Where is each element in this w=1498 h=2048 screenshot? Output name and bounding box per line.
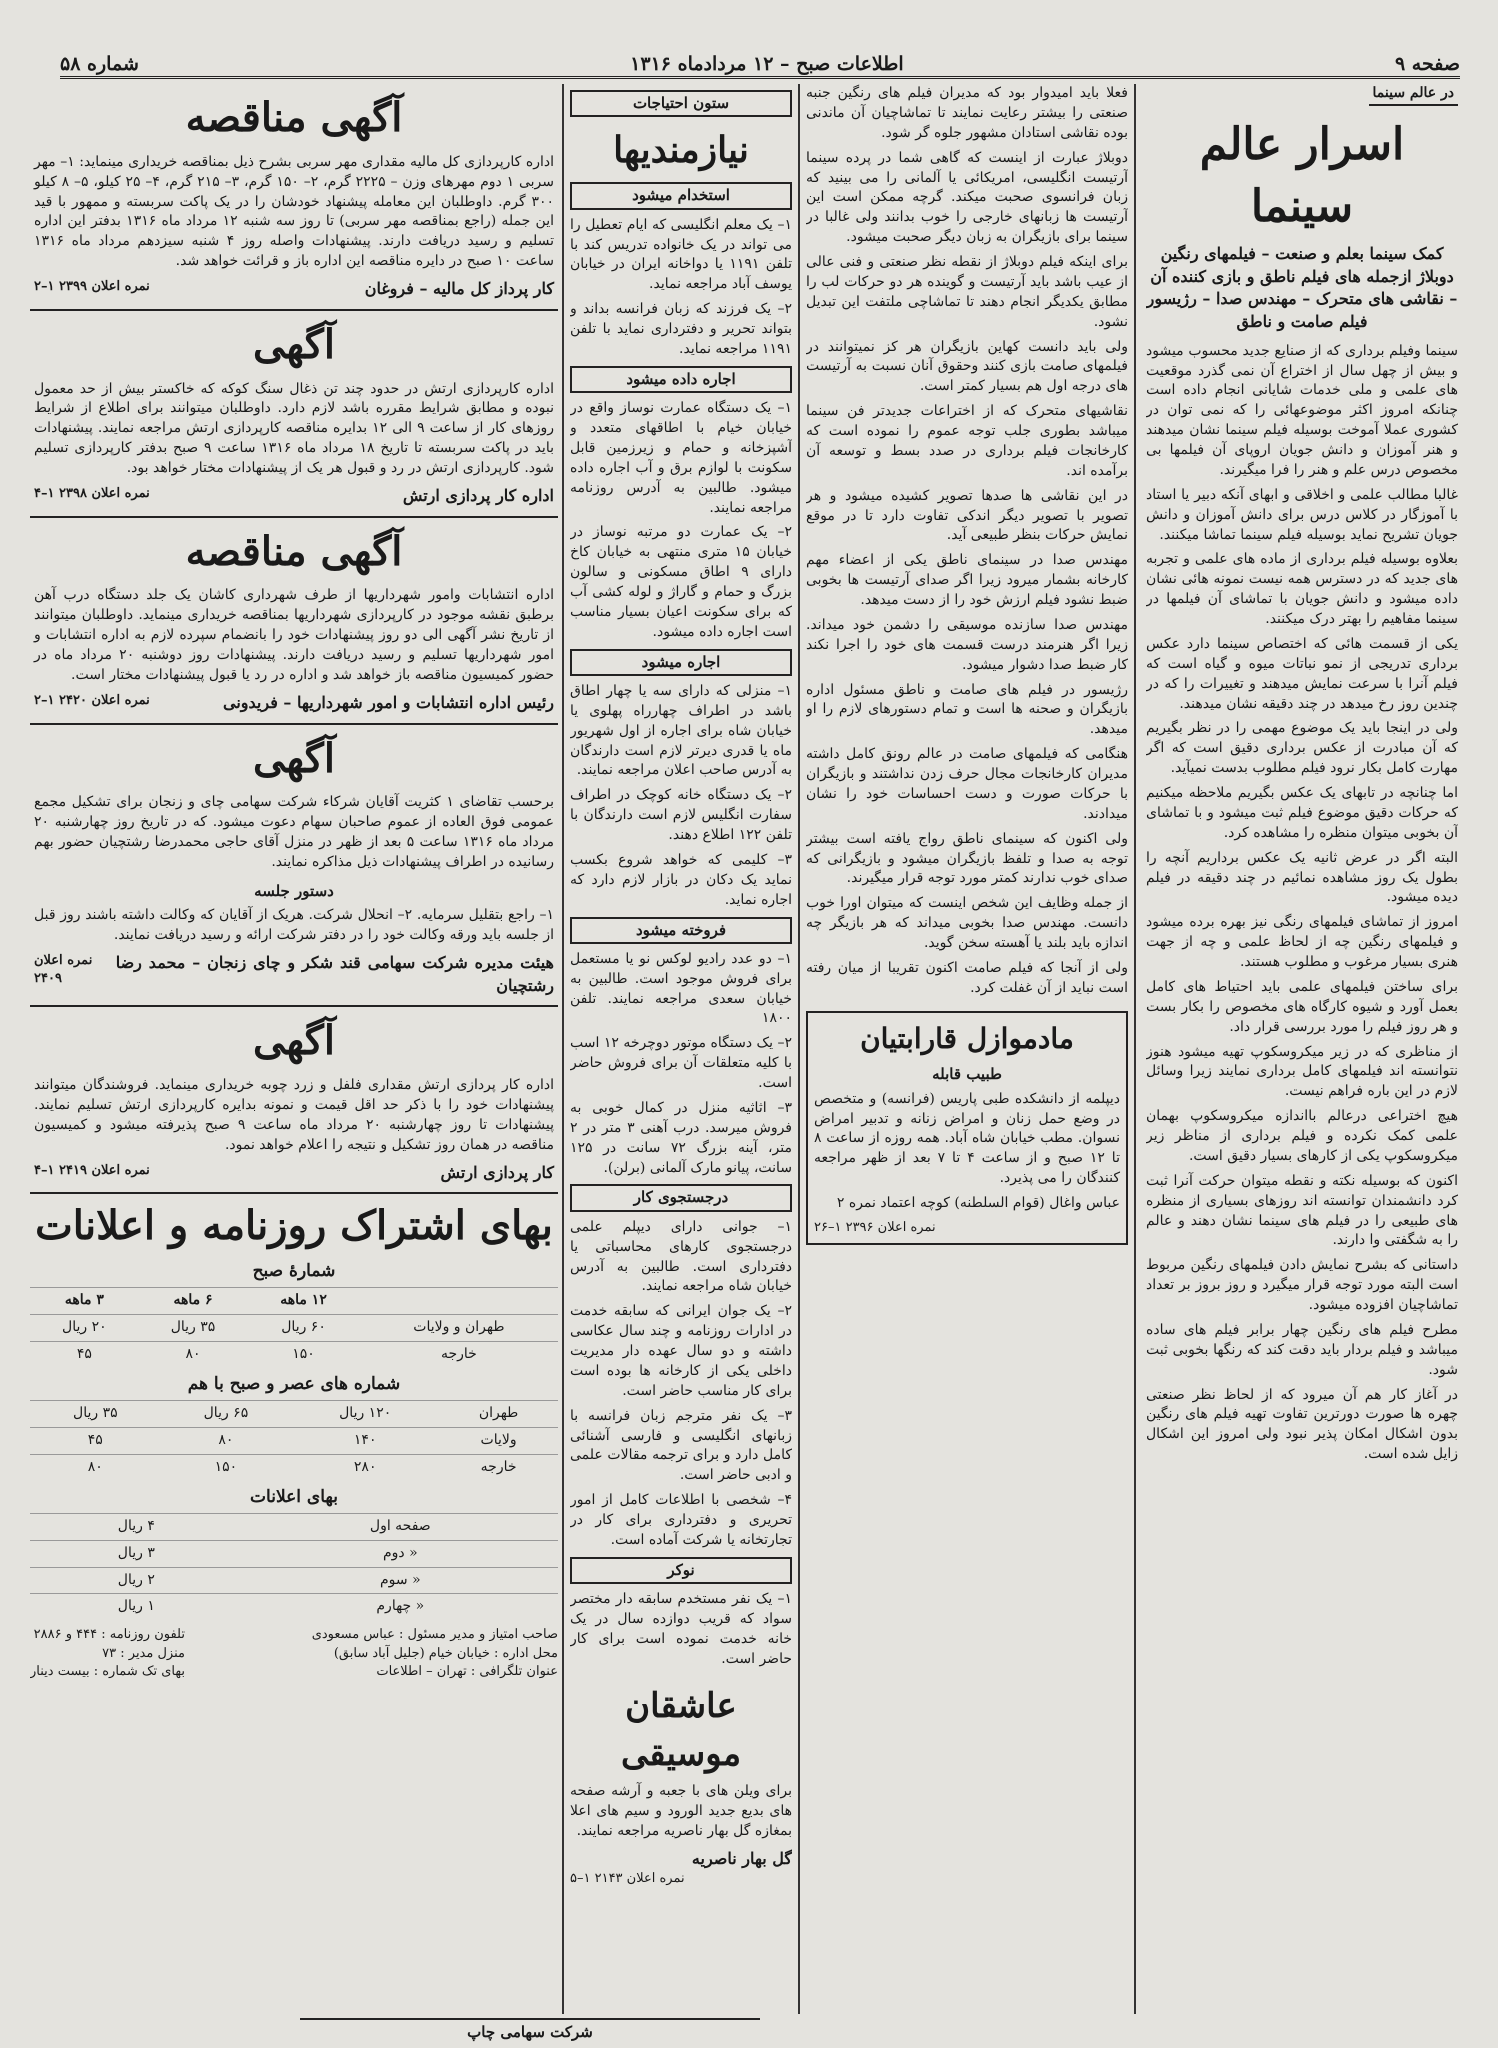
cinema-column [1146,84,1458,2014]
table-cell: ۸۰ [161,1427,292,1454]
notice-signer: هیئت مدیره شرکت سهامی قند شکر و چای زنجان – محمد رضا رشتچیان [115,952,554,995]
article-paragraph: در این نقاشی ها صدها تصویر کشیده میشود و هر تصویر با تصویر دیگر اندکی تفاوت دارد تا در موقع نمایش حرکات بنظر طبیعی آید. [806,487,1128,544]
classified-item: ۴– شخصی با اطلاعات کامل از امور تحریری و دفترداری برای کار در تجارتخانه یا شرکت آماده است. [570,1492,792,1548]
article-paragraph: البته اگر در عرض ثانیه یک عکس برداریم آنچه را بطول یک روز مشاهده نمائیم در چند دقیقه در فیلم دیده میشود. [1146,849,1458,906]
section-label: در عالم سینما [1369,84,1458,106]
notice-agenda: ۱– راجع بتقلیل سرمایه. ۲– انحلال شرکت. هریک از آقایان که وکالت داشته باشند روز قبل از جلسه باید ورقه وکالت خود را در دفتر شرکت ارائه و رسید دریافت نمایند. [34,907,554,944]
notice-number: نمره اعلان ۲۴۱۹ ۱–۴ [34,1162,150,1178]
article-paragraph: برای ساختن فیلمهای علمی باید احتیاط های کامل بعمل آورد و شیوه کارگاه های مخصوص را بکار بست و هر روز فیلم را مورد بررسی قرار داد. [1146,978,1458,1035]
article-paragraph: دوبلاژ عبارت از اینست که گاهی شما در پرده سینما آرتیست انگلیسی، امریکائی یا آلمانی را می بینید که زبان فرانسوی صحبت میکند. گرچه ممکن است این آرتیست ها زبانهای خارجی را خوب بدانند ولی غالبا در سینما برای بازیگران به زبان دیگر صحبت میشود. [806,149,1128,246]
table-cell: « دوم [243,1540,558,1567]
article-paragraph: فعلا باید امیدوار بود که مدیران فیلم های رنگین جنبه صنعتی را بیشتر رعایت نمایند تا تماشاچیان آن ماندنی بوده نقاشی استادان مشهور جلوه گر شود. [806,85,1128,141]
notice-signature [34,485,554,508]
music-ad-signature [570,1848,792,1871]
table-header-row [30,1288,558,1315]
table-cell: ۴۵ [30,1342,139,1368]
notice-title: آگهی مناقصه [185,94,403,141]
table-row [30,1342,558,1368]
notice-body: برحسب تقاضای ۱ کثریت آقایان شرکاء شرکت سهامی چای و زنجان برای تشکیل مجمع عمومی فوق العاده از عموم صاحبان سهام دعوت میشود. که در تاریخ روز چهارشنبه ۲۰ مرداد ماه ۱۳۱۶ ساعت ۵ بعد از ظهر در منزل آقای حاجی محمدرضا رشتچیان حضور بهم رسانیده در اطراف پیشنهادات ذیل مذاکره نمایند. [34,794,554,870]
table-cell: صفحه اول [243,1513,558,1540]
table-cell: ۱۴۰ [291,1427,439,1454]
issue-number: شماره ۵۸ [60,53,139,75]
page-header [60,52,1460,79]
article-paragraph: ولی باید دانست کهاین بازیگران هر کز نمیتوانند در فیلمهای صامت بازی کنند وحقوق آنان نسبت به آرتیست های درجه اول هم بسیار کمتر است. [806,338,1128,395]
notice-number: نمره اعلان ۲۳۹۹ ۱–۲ [34,279,150,295]
table-cell: ۱۲۰ ریال [291,1401,439,1428]
table-cell: ۱۵۰ [161,1454,292,1480]
notice-title: آگهی [253,1017,335,1065]
table-header-cell: ۳ ماهه [30,1288,139,1315]
article-paragraph: نقاشیهای متحرک که از اختراعات جدیدتر فن سینما میباشد بطوری جلب توجه عموم را نموده است که کارخانجات فیلم برداری در صدد بسط و توسعه آن برآمده اند. [806,403,1128,479]
music-ad-body: برای ویلن های با جعبه و آرشه صفحه های بدیع جدید الورود و سیم های اعلا بمغازه گل بهار ناصریه مراجعه نمایند. [570,1783,792,1839]
notice-signature [34,692,554,715]
notice-signature [34,1162,554,1185]
ad-title: مادموازل قارابتیان [860,1021,1074,1055]
morning-price-table [30,1287,558,1368]
ad-number: نمره اعلان ۲۳۹۶ ۱–۲۶ [814,1219,936,1235]
table-header-cell: ۱۲ ماهه [247,1288,359,1315]
article-title: اسرار عالم سینما [1199,118,1405,233]
classified-item: ۱– جوانی دارای دیپلم علمی درجستجوی کارهای محاسباتی یا دفترداری است. طالبین به آدرس خیابان شاه مراجعه نمایند. [570,1218,792,1295]
table-row [30,1567,558,1594]
article-paragraph: از مناظری که در زیر میکروسکوپ تهیه میشود هنوز نتوانسته اند فیلمهای کامل برداری نمایند زیرا وسائل لازم در این باره فراهم نیست. [1146,1043,1458,1100]
table-cell: خارجه [439,1454,558,1480]
ad-price-title: بهای اعلانات [250,1486,338,1507]
article-paragraph: هیچ اختراعی درعالم بااندازه میکروسکوپ بهمان علمی کمک نکرده و فیلم برداری از مناظر زیر میکروسکوپ یکی از کارهای بسیار دقیق است. [1146,1108,1458,1164]
single-price: بهای تک شماره : بیست دینار [30,1664,185,1680]
table-cell: ۳ ریال [30,1540,243,1567]
notice-signer: کار پردازی ارتش [440,1162,554,1182]
printer-footer: شرکت سهامی چاپ [300,2018,760,2044]
table-header-cell: ۶ ماهه [139,1288,248,1315]
article-paragraph: اما چنانچه در تابهای یک عکس بگیریم ملاحظه میکنیم که حرکات دقیق موضوع فیلم ثبت میشود و با تماشای آن بخوبی میتوان منظره را مشاهده کرد. [1146,785,1458,841]
classified-item: ۲– یک دستگاه موتور دوچرخه ۱۲ اسب با کلیه متعلقات آن برای فروش حاضر است. [570,1035,792,1092]
table-row [30,1594,558,1620]
middle-column [806,84,1128,2014]
column-rule [562,84,564,2014]
manager-phone: منزل مدیر : ۷۳ [102,1645,185,1661]
table-row [30,1401,558,1428]
article-paragraph: یکی از قسمت هائی که اختصاص سینما دارد عکس برداری تدریجی از نمو نباتات میوه و گیاه است که فیلم آنرا با سرعت نمایش میدهند و تغییرات را که در چندین روز رخ میدهد در چند دقیقه نشان میدهند. [1146,635,1458,712]
music-ad-number: نمره اعلان ۲۱۴۳ ۱–۵ [570,1871,685,1887]
classified-heading: نوکر [570,1557,792,1584]
notice-ad [30,725,558,1008]
table-cell: ۱۵۰ [247,1342,359,1368]
table-cell: « چهارم [243,1594,558,1620]
owner: صاحب امتیاز و مدیر مسئول : عباس مسعودی [311,1627,558,1643]
notice-body: اداره کارپردازی کل مالیه مقداری مهر سربی بشرح ذیل بمناقصه خریداری مینماید: ۱– مهر سربی ۱ دوم مهرهای وزن – ۲۲۲۵ گرم، ۲– ۱۵۰ گرم، ۳– ۲۱۵ گرم، ۴– ۲۵ کیلو، ۵– ۸ کیلو ۳۰۰ گرم. داوطلبان این معامله پیشنهاد خودشان را در یک پاکت سربسته و ممهور با قید این جمله (راجع بمناقصه مهر سربی) تا روز سه شنبه ۱۲ مرداد ماه ۱۳۱۶ بدفتر این اداره تسلیم و رسید دریافت دارند. پیشنهادات واصله روز ۴ شنبه سیزدهم مرداد ماه ۱۳۱۶ ساعت ۱۰ صبح در دایره مناقصه این اداره باز و قرائت خواهد شد. [34,153,555,270]
classified-item: ۲– یک فرزند که زبان فرانسه بداند و بتواند تحریر و دفترداری نماید با تلفن ۱۱۹۱ مراجعه نماید. [570,301,792,357]
table-cell: « سوم [243,1567,558,1594]
classifieds-sections [570,182,792,1669]
table-cell: ۶۵ ریال [161,1401,292,1428]
table-row [30,1315,558,1342]
ad-price-table [30,1513,558,1621]
music-ad-title: عاشقان موسیقی [620,1685,742,1774]
notice-signer: اداره کار پردازی ارتش [402,485,554,505]
notice-subhead: دستور جلسه [254,881,334,900]
notice-signature [34,278,554,301]
classified-item: ۲– یک عمارت دو مرتبه نوساز در خیابان ۱۵ متری منتهی به خیابان کاخ دارای ۹ اطاق مسکونی و سالون بزرگ و حمام و گاراژ و لوله کشی آب که برای سکونت اعیان بسیار مناسب است اجاره داده میشود. [570,524,792,640]
doctor-ad [806,1011,1128,1246]
classified-item: ۳– اثاثیه منزل در کمال خوبی به فروش میرسد. درب آهنی ۳ متر در ۲ متر، آینه بزرگ ۷۲ سانت در ۱۲۵ سانت، پیانو مارک آلمانی (برلن). [570,1099,792,1176]
classified-item: ۱– یک معلم انگلیسی که ایام تعطیل را می تواند در یک خانواده تدریس کند با تلفن ۱۱۹۱ یا دواخانه ایران در خیابان یوسف آباد مراجعه نماید. [570,216,792,293]
classified-item: ۱– دو عدد رادیو لوکس نو یا مستعمل برای فروش موجود است. طالبین به خیابان سعدی مراجعه نمایند. تلفن ۱۸۰۰ [570,950,792,1027]
table-row [30,1540,558,1567]
notice-title: آگهی مناقصه [185,527,403,575]
article-paragraph: برای اینکه فیلم دوبلاژ از نقطه نظر صنعتی و فنی عالی از عیب باشد باید آرتیست و گوینده هر دو حرکات لب را مطابق یکدیگر انجام دهند تا تماشاچی ملتفت این تبدیل نشود. [806,254,1128,330]
classified-heading: اجاره میشود [570,649,792,676]
classified-item: ۱– یک نفر مستخدم سابقه دار مختصر سواد که قریب دوازده سال در یک خانه خدمت نموده است برای کار حاضر است. [570,1591,792,1667]
pricing-title: بهای اشتراک روزنامه و اعلانات [35,1202,553,1250]
ad-address: عباس واغال (قوام السلطنه) کوچه اعتماد نمره ۲ [836,1195,1120,1212]
classifieds-title: نیازمندیها [613,129,749,172]
notice-ad [30,1007,558,1194]
notice-signer: رئیس اداره انتشابات و امور شهرداریها – فریدونی [223,692,554,712]
notice-number: نمره اعلان ۲۴۰۹ [34,952,93,987]
table-cell: طهران [439,1401,558,1428]
page-number: صفحه ۹ [1394,53,1460,75]
paper-title-date: اطلاعات صبح – ۱۲ مردادماه ۱۳۱۶ [630,53,904,75]
ad-body: دیپلمه از دانشکده طبی پاریس (فرانسه) و متخصص در وضع حمل زنان و امراض زنانه و تدبیر امراض نسوان. مطب خیابان شاه آباد. همه روزه از ساعت ۸ تا ۱۲ صبح و از ساعت ۴ تا ۷ بعد از ظهر مراجعه کنندگان را می پذیرد. [814,1090,1120,1187]
publisher-info [30,1626,558,1681]
pricing-morning-title: شمارۀ صبح [252,1261,336,1282]
notice-ad [30,311,558,518]
classified-heading: اجاره داده میشود [570,366,792,393]
notice-body: اداره کار پردازی ارتش مقداری فلفل و زرد چوبه خریداری مینماید. فروشندگان میتوانند پیشنهادات خود را با ذکر حد اقل قیمت و نمونه بدایره کارپردازی ارتش تسلیم نمایند. پیشنهادات تا روز چهارشنبه ۲۰ مرداد ماه ساعت ۹ صبح پذیرفته میشود و کمیسیون مناقصه در همان روز تشکیل و نتیجه را اعلام خواهد نمود. [34,1077,555,1153]
classified-heading: فروخته میشود [570,917,792,944]
notice-number: نمره اعلان ۲۴۲۰ ۱–۲ [34,692,150,708]
table-cell: طهران و ولایات [360,1315,558,1342]
notice-title: آگهی [253,734,335,782]
column-rule [1134,84,1136,2014]
classified-item: ۳– کلیمی که خواهد شروع بکسب نماید یک دکان در بازار لازم دارد که اجاره نماید. [570,851,792,908]
article-subtitle: کمک سینما بعلم و صنعت – فیلمهای رنگین دوبلاژ ازجمله های فیلم ناطق و بازی کننده آن – نقاشی های متحرک – مهندس صدا – رژیسور فیلم صامت و ناطق [1146,243,1458,331]
ad-subtitle: طبیب قابله [932,1065,1002,1084]
classifieds-box-label: ستون احتیاجات [570,90,792,117]
notice-title: آگهی [253,320,335,368]
classified-item: ۳– یک نفر مترجم زبان فرانسه با زبانهای انگلیسی و فارسی آشنائی کامل دارد و برای ترجمه مقالات علمی و ادبی حاضر است. [570,1407,792,1484]
notice-ad [30,518,558,725]
pricing-box [30,1198,558,1681]
article-paragraph: ولی در اینجا باید یک موضوع مهمی را در نظر بگیریم که آن مبادرت از عکس برداری دقیق است که اگر مهارت کامل بکار نرود فیلم مطلوب بدست نمیآید. [1146,720,1458,777]
table-row [30,1427,558,1454]
column-rule [798,84,800,2014]
telegraph: عنوان تلگرافی : تهران – اطلاعات [376,1664,558,1680]
notice-body: اداره انتشابات وامور شهرداریها از طرف شهرداری کاشان یک جلد دستگاه درب آهن برطبق نقشه موجود در کارپردازی شهرداریها بمناقصه خریداری مینماید. داوطلبان میتوانند از تاریخ نشر آگهی الی دو روز پیشنهادات خود را بانضمام سپرده لازم به اداره انتشابات و امور شهرداریها تسلیم و رسید دریافت دارند. پیشنهادات روز دوشنبه ۲۰ مرداد ماه در حضور کمیسیون مناقصه باز خواهد شد و اداره در رد یا قبول پیشنهادات مختار است. [34,587,554,683]
classified-item: ۱– یک دستگاه عمارت نوساز واقع در خیابان خیام با اطاقهای متعدد و آشپزخانه و حمام و زیرزمین قابل سکونت با لوازم برق و آب اجاره داده میشود. طالبین به آدرس روزنامه مراجعه نمایند. [570,400,792,516]
table-cell: ۳۵ ریال [139,1315,248,1342]
article-body [1146,342,1458,1465]
notices-list [30,84,558,1194]
notice-signature [34,952,554,997]
table-cell: ۱ ریال [30,1594,243,1620]
classifieds-column [570,84,792,2014]
article-paragraph: اکنون که بوسیله نکته و نقطه میتوان حرکت آنرا ثبت کرد دانشمندان توانسته اند روزهای بسیاری از منظره های طبیعی را در فیلم های سینما نشان دهند و عالم را به شگفتی وا دارند. [1146,1172,1458,1249]
article-paragraph: ولی از آنجا که فیلم صامت اکنون تقریبا از میان رفته است نباید از آن غفلت کرد. [806,959,1128,996]
article-paragraph: بعلاوه بوسیله فیلم برداری از ماده های علمی و تجربه های جدید که در دسترس همه نیست نمونه هائی نشان داده میشود و دانش جویان با تماشای آن فیلمها در سینما مفاهیم را بهتر درک میکنند. [1146,551,1458,628]
table-cell: ولایات [439,1427,558,1454]
table-cell: ۳۵ ریال [30,1401,161,1428]
article-paragraph: مطرح فیلم های رنگین چهار برابر فیلم های ساده میباشد و فیلم بردار باید دقت کند که رنگها بخوبی ثبت شود. [1146,1321,1458,1378]
music-shop: گل بهار ناصریه [691,1848,792,1868]
table-cell: ۲۸۰ [291,1454,439,1480]
phone: تلفون روزنامه : ۴۴۴ و ۲۸۸۶ [33,1627,185,1643]
table-cell: خارجه [360,1342,558,1368]
article-paragraph: مهندس صدا سازنده موسیقی را دشمن خود میداند. زیرا اگر هنرمند درست قسمت های خود را اجرا نکند کار ضبط صدا دشوار میشود. [806,616,1128,673]
table-cell: ۲ ریال [30,1567,243,1594]
table-cell: ۸۰ [139,1342,248,1368]
table-cell: ۸۰ [30,1454,161,1480]
notice-number: نمره اعلان ۲۳۹۸ ۱–۴ [34,485,150,501]
article-continuation [806,84,1128,999]
article-paragraph: رژیسور در فیلم های صامت و ناطق مسئول اداره بازیگران و صحنه ها است و تمام دستورهای لازم را او میدهد. [806,681,1128,738]
article-paragraph: مهندس صدا در سینمای ناطق یکی از اعضاء مهم کارخانه بشمار میرود زیرا اگر صدای آرتیست ها بخوبی ضبط نشود فیلم ارزش خود را از دست میدهد. [806,552,1128,608]
notice-ad [30,84,558,311]
article-paragraph: از جمله وظایف این شخص اینست که میتوان اورا خوب دانست. مهندس صدا بخوبی میداند که هر بازیگر چه اندازه باید بلند یا آهسته سخن گوید. [806,895,1128,951]
article-paragraph: داستانی که بشرح نمایش دادن فیلمهای رنگین مربوط است البته مورد توجه قرار میگیرد و روز بروز بر تعداد تماشاچیان افزوده میشود. [1146,1257,1458,1314]
notice-body: اداره کارپردازی ارتش در حدود چند تن ذغال سنگ کوکه که خاکستر بیش از حد معمول نبوده و مطابق شرایط مقرره باشد لازم دارد. داوطلبان میتوانند برای اطلاع از شرایط روزهای کار از ساعت ۹ الی ۱۲ بدایره مناقصه کارپردازی ارتش مراجعه نمایند. پیشنهادات باید در پاکت سربسته تا تاریخ ۱۸ مرداد ماه ۱۳۱۶ ساعت ۹ صبح بدفتر کارپردازی تسلیم شود. کارپردازی ارتش در رد و قبول هر یک از پیشنهادات مختار خواهد بود. [34,380,554,477]
table-row [30,1513,558,1540]
classified-item: ۲– یک دستگاه خانه کوچک در اطراف سفارت انگلیس لازم است دارندگان با تلفن ۱۲۲ اطلاع دهند. [570,787,792,844]
article-paragraph: ولی اکنون که سینمای ناطق رواج یافته است بیشتر توجه به صدا و تلفظ بازیگران میشود و بازیگرانی که صدای خوب ندارند کمتر مورد توجه قرار میگیرند. [806,830,1128,887]
table-cell: ۴۵ [30,1427,161,1454]
article-paragraph: سینما وفیلم برداری که از صنایع جدید محسوب میشود و بیش از چهل سال از اختراع آن نمی گذرد موقعیت های علمی و ملی خدمات شایانی انجام داده است چنانکه امروز اکثر موضوعهائی را که نمی توان در کشوری عملا آموخت بوسیله فیلم سینما نشان میدهند و هنر آموزان و دانش جویان اروپای آن فیلمها بی مخصوص درس علم و هنر را فرا میگیرند. [1146,342,1458,478]
article-paragraph: غالبا مطالب علمی و اخلاقی و ابهای آنکه دبیر یا استاد با آموزگار در کلاس درس برای دانش آموزان و دانش جویان تشریح نماید بوسیله فیلم سینما تماشا میکنند. [1146,486,1458,543]
office-address: محل اداره : خیابان خیام (جلیل آباد سابق) [333,1645,558,1661]
table-cell: ۶۰ ریال [247,1315,359,1342]
classified-heading: درجستجوی کار [570,1184,792,1211]
table-row [30,1454,558,1480]
article-paragraph: هنگامی که فیلمهای صامت در عالم رونق کامل داشته مدیران کارخانجات مجال حرف زدن نداشتند و بازیگران با حرکات صورت و دست احساسات خود را نشان میدادند. [806,746,1128,822]
notices-column [30,84,558,2014]
notice-signer: کار پرداز کل مالیه – فروغان [364,279,554,299]
classified-heading: استخدام میشود [570,182,792,209]
table-header-cell [360,1288,558,1315]
classified-item: ۲– یک جوان ایرانی که سابقه خدمت در ادارات روزنامه و چند سال عکاسی داشته و دو سال عهده دار مدیریت داخلی یکی از کارخانه ها بوده است برای کار مناسب حاضر است. [570,1303,792,1399]
combined-price-table [30,1400,558,1481]
article-paragraph: امروز از تماشای فیلمهای رنگی نیز بهره برده میشود و فیلمهای رنگین چه از لحاظ علمی و چه از جهت هنری بسیار مرغوب و مطلوب هستند. [1146,914,1458,971]
table-cell: ۲۰ ریال [30,1315,139,1342]
pricing-both-title: شماره های عصر و صبح با هم [187,1373,401,1394]
table-cell: ۴ ریال [30,1513,243,1540]
article-paragraph: در آغاز کار هم آن میرود که از لحاظ نظر صنعتی چهره ها صورت دورترین تفاوت تهیه فیلم های رنگین بدون اشکال امکان پذیر نبود ولی امروز این اشکال زایل شده است. [1146,1386,1458,1463]
classified-item: ۱– منزلی که دارای سه یا چهار اطاق باشد در اطراف چهارراه پهلوی یا خیابان شاه برای اجاره از اول شهریور ماه یا قدری دیرتر لازم است دارندگان به آدرس صاحب اعلان مراجعه نمایند. [570,682,792,779]
